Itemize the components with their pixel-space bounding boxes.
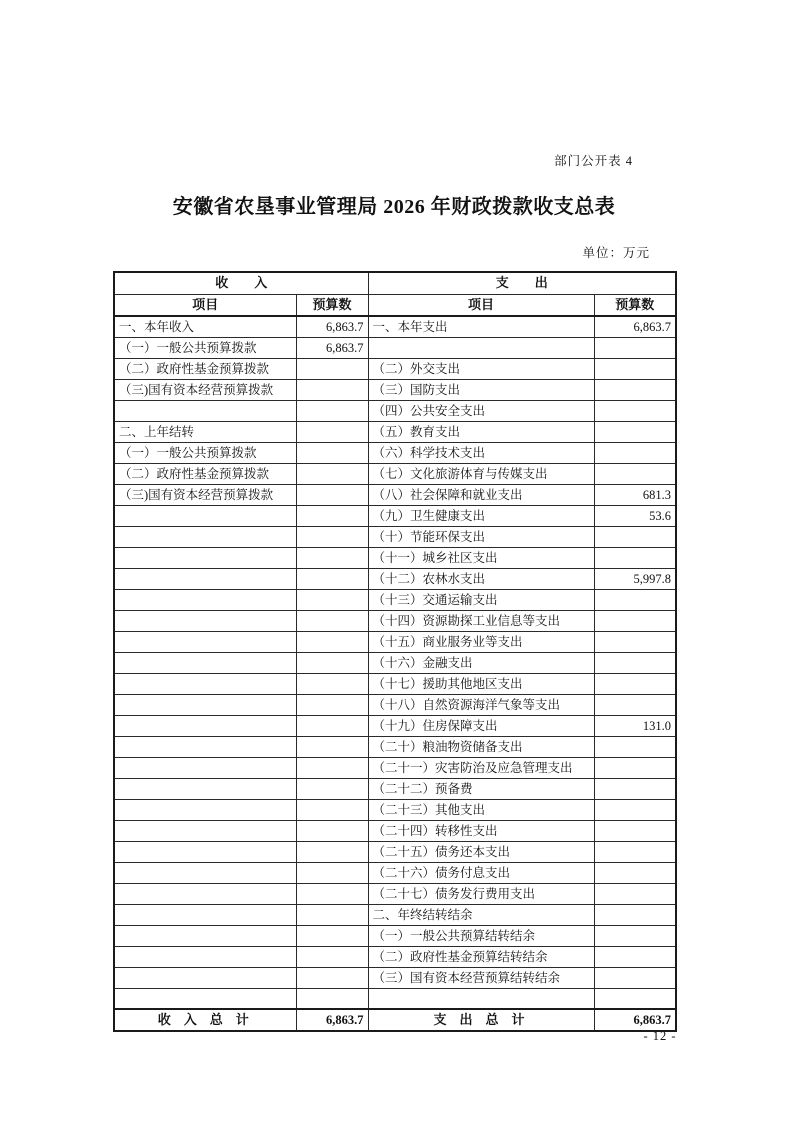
income-item-cell: [114, 925, 296, 946]
expenditure-item-cell: [368, 988, 594, 1009]
table-row: [114, 547, 676, 568]
table-row: [114, 379, 676, 400]
income-value-cell: [296, 358, 368, 379]
expenditure-item-cell: （十七）援助其他地区支出: [368, 673, 594, 694]
income-value-cell: [296, 778, 368, 799]
expenditure-value-cell: 5,997.8: [594, 568, 676, 589]
expenditure-value-cell: [594, 694, 676, 715]
expenditure-value-cell: [594, 589, 676, 610]
income-value-cell: [296, 841, 368, 862]
income-total-label: 收 入 总 计: [114, 1009, 296, 1031]
income-section-header: 收 入: [114, 272, 368, 294]
expenditure-value-cell: [594, 883, 676, 904]
expenditure-item-cell: 一、本年支出: [368, 316, 594, 338]
expenditure-value-cell: [594, 652, 676, 673]
expenditure-value-cell: [594, 673, 676, 694]
expenditure-value-cell: [594, 820, 676, 841]
expenditure-item-cell: （十六）金融支出: [368, 652, 594, 673]
table-row: [114, 652, 676, 673]
expenditure-section-header: 支 出: [368, 272, 676, 294]
table-row: [114, 358, 676, 379]
expenditure-item-cell: [368, 337, 594, 358]
table-row: [114, 589, 676, 610]
income-value-cell: [296, 400, 368, 421]
table-row: [114, 442, 676, 463]
income-item-cell: （三)国有资本经营预算拨款: [114, 484, 296, 505]
income-item-cell: [114, 946, 296, 967]
income-item-cell: [114, 631, 296, 652]
page-number: - 12 -: [643, 1029, 677, 1043]
table-row: [114, 946, 676, 967]
expenditure-value-cell: 131.0: [594, 715, 676, 736]
table-row: [114, 904, 676, 925]
table-row: [114, 841, 676, 862]
table-row: [114, 883, 676, 904]
income-item-cell: [114, 547, 296, 568]
table-row: [114, 337, 676, 358]
income-item-cell: [114, 736, 296, 757]
table-row: [114, 673, 676, 694]
expenditure-budget-column-header: 预算数: [594, 294, 676, 316]
total-row: [114, 1009, 676, 1031]
table-row: [114, 484, 676, 505]
table-body: [114, 272, 676, 1031]
income-item-cell: [114, 694, 296, 715]
expenditure-value-cell: [594, 904, 676, 925]
income-item-cell: [114, 967, 296, 988]
table-row: [114, 778, 676, 799]
expenditure-value-cell: [594, 925, 676, 946]
expenditure-item-cell: （九）卫生健康支出: [368, 505, 594, 526]
income-value-cell: [296, 505, 368, 526]
section-header-row: [114, 272, 676, 294]
expenditure-item-cell: （十三）交通运输支出: [368, 589, 594, 610]
expenditure-item-cell: （三）国有资本经营预算结转结余: [368, 967, 594, 988]
corner-label: 部门公开表 4: [554, 154, 633, 168]
income-item-cell: [114, 568, 296, 589]
income-value-cell: [296, 757, 368, 778]
income-value-cell: [296, 925, 368, 946]
income-value-cell: [296, 883, 368, 904]
income-value-cell: 6,863.7: [296, 337, 368, 358]
income-value-cell: [296, 526, 368, 547]
table-row: [114, 967, 676, 988]
expenditure-value-cell: [594, 841, 676, 862]
income-item-cell: [114, 988, 296, 1009]
income-item-cell: [114, 715, 296, 736]
expenditure-value-cell: [594, 631, 676, 652]
expenditure-item-cell: （二十三）其他支出: [368, 799, 594, 820]
expenditure-item-cell: （二十六）债务付息支出: [368, 862, 594, 883]
expenditure-value-cell: [594, 862, 676, 883]
income-item-cell: [114, 652, 296, 673]
table-row: [114, 610, 676, 631]
expenditure-item-cell: 二、年终结转结余: [368, 904, 594, 925]
expenditure-item-cell: （二）外交支出: [368, 358, 594, 379]
income-item-cell: [114, 904, 296, 925]
expenditure-value-cell: 681.3: [594, 484, 676, 505]
income-value-cell: [296, 967, 368, 988]
income-item-column-header: 项目: [114, 294, 296, 316]
income-item-cell: （一）一般公共预算拨款: [114, 442, 296, 463]
income-value-cell: [296, 379, 368, 400]
expenditure-value-cell: [594, 757, 676, 778]
income-item-cell: （二）政府性基金预算拨款: [114, 358, 296, 379]
expenditure-value-cell: [594, 463, 676, 484]
income-value-cell: [296, 799, 368, 820]
expenditure-value-cell: 53.6: [594, 505, 676, 526]
expenditure-value-cell: 6,863.7: [594, 316, 676, 338]
income-item-cell: [114, 673, 296, 694]
income-item-cell: [114, 841, 296, 862]
expenditure-value-cell: [594, 736, 676, 757]
income-value-cell: [296, 547, 368, 568]
income-value-cell: [296, 988, 368, 1009]
income-item-cell: [114, 757, 296, 778]
table-row: [114, 925, 676, 946]
expenditure-item-cell: （二十）粮油物资储备支出: [368, 736, 594, 757]
expenditure-value-cell: [594, 421, 676, 442]
income-value-cell: [296, 463, 368, 484]
income-value-cell: [296, 820, 368, 841]
expenditure-item-cell: （十五）商业服务业等支出: [368, 631, 594, 652]
table-row: [114, 736, 676, 757]
expenditure-item-cell: （五）教育支出: [368, 421, 594, 442]
table-row: [114, 862, 676, 883]
expenditure-value-cell: [594, 526, 676, 547]
table-row: [114, 715, 676, 736]
expenditure-total-label: 支 出 总 计: [368, 1009, 594, 1031]
unit-label: 单位：万元: [582, 246, 650, 260]
income-value-cell: [296, 946, 368, 967]
expenditure-total-value: 6,863.7: [594, 1009, 676, 1031]
income-item-cell: [114, 799, 296, 820]
expenditure-value-cell: [594, 337, 676, 358]
income-value-cell: [296, 694, 368, 715]
income-item-cell: [114, 526, 296, 547]
table-row: [114, 316, 676, 338]
table-row: [114, 988, 676, 1009]
table-row: [114, 631, 676, 652]
income-item-cell: [114, 589, 296, 610]
expenditure-value-cell: [594, 988, 676, 1009]
expenditure-value-cell: [594, 442, 676, 463]
income-value-cell: [296, 421, 368, 442]
expenditure-item-cell: （十）节能环保支出: [368, 526, 594, 547]
expenditure-value-cell: [594, 967, 676, 988]
income-value-cell: [296, 652, 368, 673]
expenditure-item-cell: （十一）城乡社区支出: [368, 547, 594, 568]
income-item-cell: [114, 820, 296, 841]
income-value-cell: [296, 610, 368, 631]
expenditure-value-cell: [594, 547, 676, 568]
table-row: [114, 568, 676, 589]
income-item-cell: 二、上年结转: [114, 421, 296, 442]
income-value-cell: [296, 589, 368, 610]
income-item-cell: [114, 862, 296, 883]
table-row: [114, 820, 676, 841]
table-row: [114, 505, 676, 526]
expenditure-item-cell: （十四）资源勘探工业信息等支出: [368, 610, 594, 631]
table-row: [114, 526, 676, 547]
income-value-cell: [296, 442, 368, 463]
expenditure-item-cell: （二十四）转移性支出: [368, 820, 594, 841]
income-item-cell: 一、本年收入: [114, 316, 296, 338]
expenditure-item-cell: （七）文化旅游体育与传媒支出: [368, 463, 594, 484]
expenditure-value-cell: [594, 379, 676, 400]
expenditure-value-cell: [594, 799, 676, 820]
table-row: [114, 757, 676, 778]
income-item-cell: [114, 778, 296, 799]
income-value-cell: [296, 862, 368, 883]
expenditure-value-cell: [594, 400, 676, 421]
expenditure-item-cell: （十八）自然资源海洋气象等支出: [368, 694, 594, 715]
expenditure-value-cell: [594, 946, 676, 967]
expenditure-item-cell: （二十七）债务发行费用支出: [368, 883, 594, 904]
income-item-cell: （三)国有资本经营预算拨款: [114, 379, 296, 400]
expenditure-item-column-header: 项目: [368, 294, 594, 316]
income-value-cell: [296, 673, 368, 694]
table-row: [114, 799, 676, 820]
income-value-cell: [296, 568, 368, 589]
income-value-cell: [296, 715, 368, 736]
income-item-cell: [114, 610, 296, 631]
expenditure-value-cell: [594, 778, 676, 799]
income-budget-column-header: 预算数: [296, 294, 368, 316]
expenditure-item-cell: （二十一）灾害防治及应急管理支出: [368, 757, 594, 778]
income-item-cell: [114, 505, 296, 526]
income-value-cell: [296, 484, 368, 505]
table-row: [114, 400, 676, 421]
income-item-cell: （一）一般公共预算拨款: [114, 337, 296, 358]
expenditure-item-cell: （八）社会保障和就业支出: [368, 484, 594, 505]
income-item-cell: （二）政府性基金预算拨款: [114, 463, 296, 484]
income-value-cell: [296, 736, 368, 757]
expenditure-value-cell: [594, 358, 676, 379]
expenditure-item-cell: （六）科学技术支出: [368, 442, 594, 463]
income-item-cell: [114, 400, 296, 421]
expenditure-item-cell: （四）公共安全支出: [368, 400, 594, 421]
expenditure-value-cell: [594, 610, 676, 631]
expenditure-item-cell: （十九）住房保障支出: [368, 715, 594, 736]
expenditure-item-cell: （二）政府性基金预算结转结余: [368, 946, 594, 967]
column-header-row: [114, 294, 676, 316]
expenditure-item-cell: （十二）农林水支出: [368, 568, 594, 589]
table-row: [114, 421, 676, 442]
page-title: 安徽省农垦事业管理局 2026 年财政拨款收支总表: [172, 196, 616, 218]
income-item-cell: [114, 883, 296, 904]
income-value-cell: [296, 904, 368, 925]
expenditure-item-cell: （三）国防支出: [368, 379, 594, 400]
table-row: [114, 463, 676, 484]
income-value-cell: 6,863.7: [296, 316, 368, 338]
budget-table: [113, 271, 677, 1032]
table-row: [114, 694, 676, 715]
expenditure-item-cell: （一）一般公共预算结转结余: [368, 925, 594, 946]
income-total-value: 6,863.7: [296, 1009, 368, 1031]
income-value-cell: [296, 631, 368, 652]
expenditure-item-cell: （二十五）债务还本支出: [368, 841, 594, 862]
expenditure-item-cell: （二十二）预备费: [368, 778, 594, 799]
